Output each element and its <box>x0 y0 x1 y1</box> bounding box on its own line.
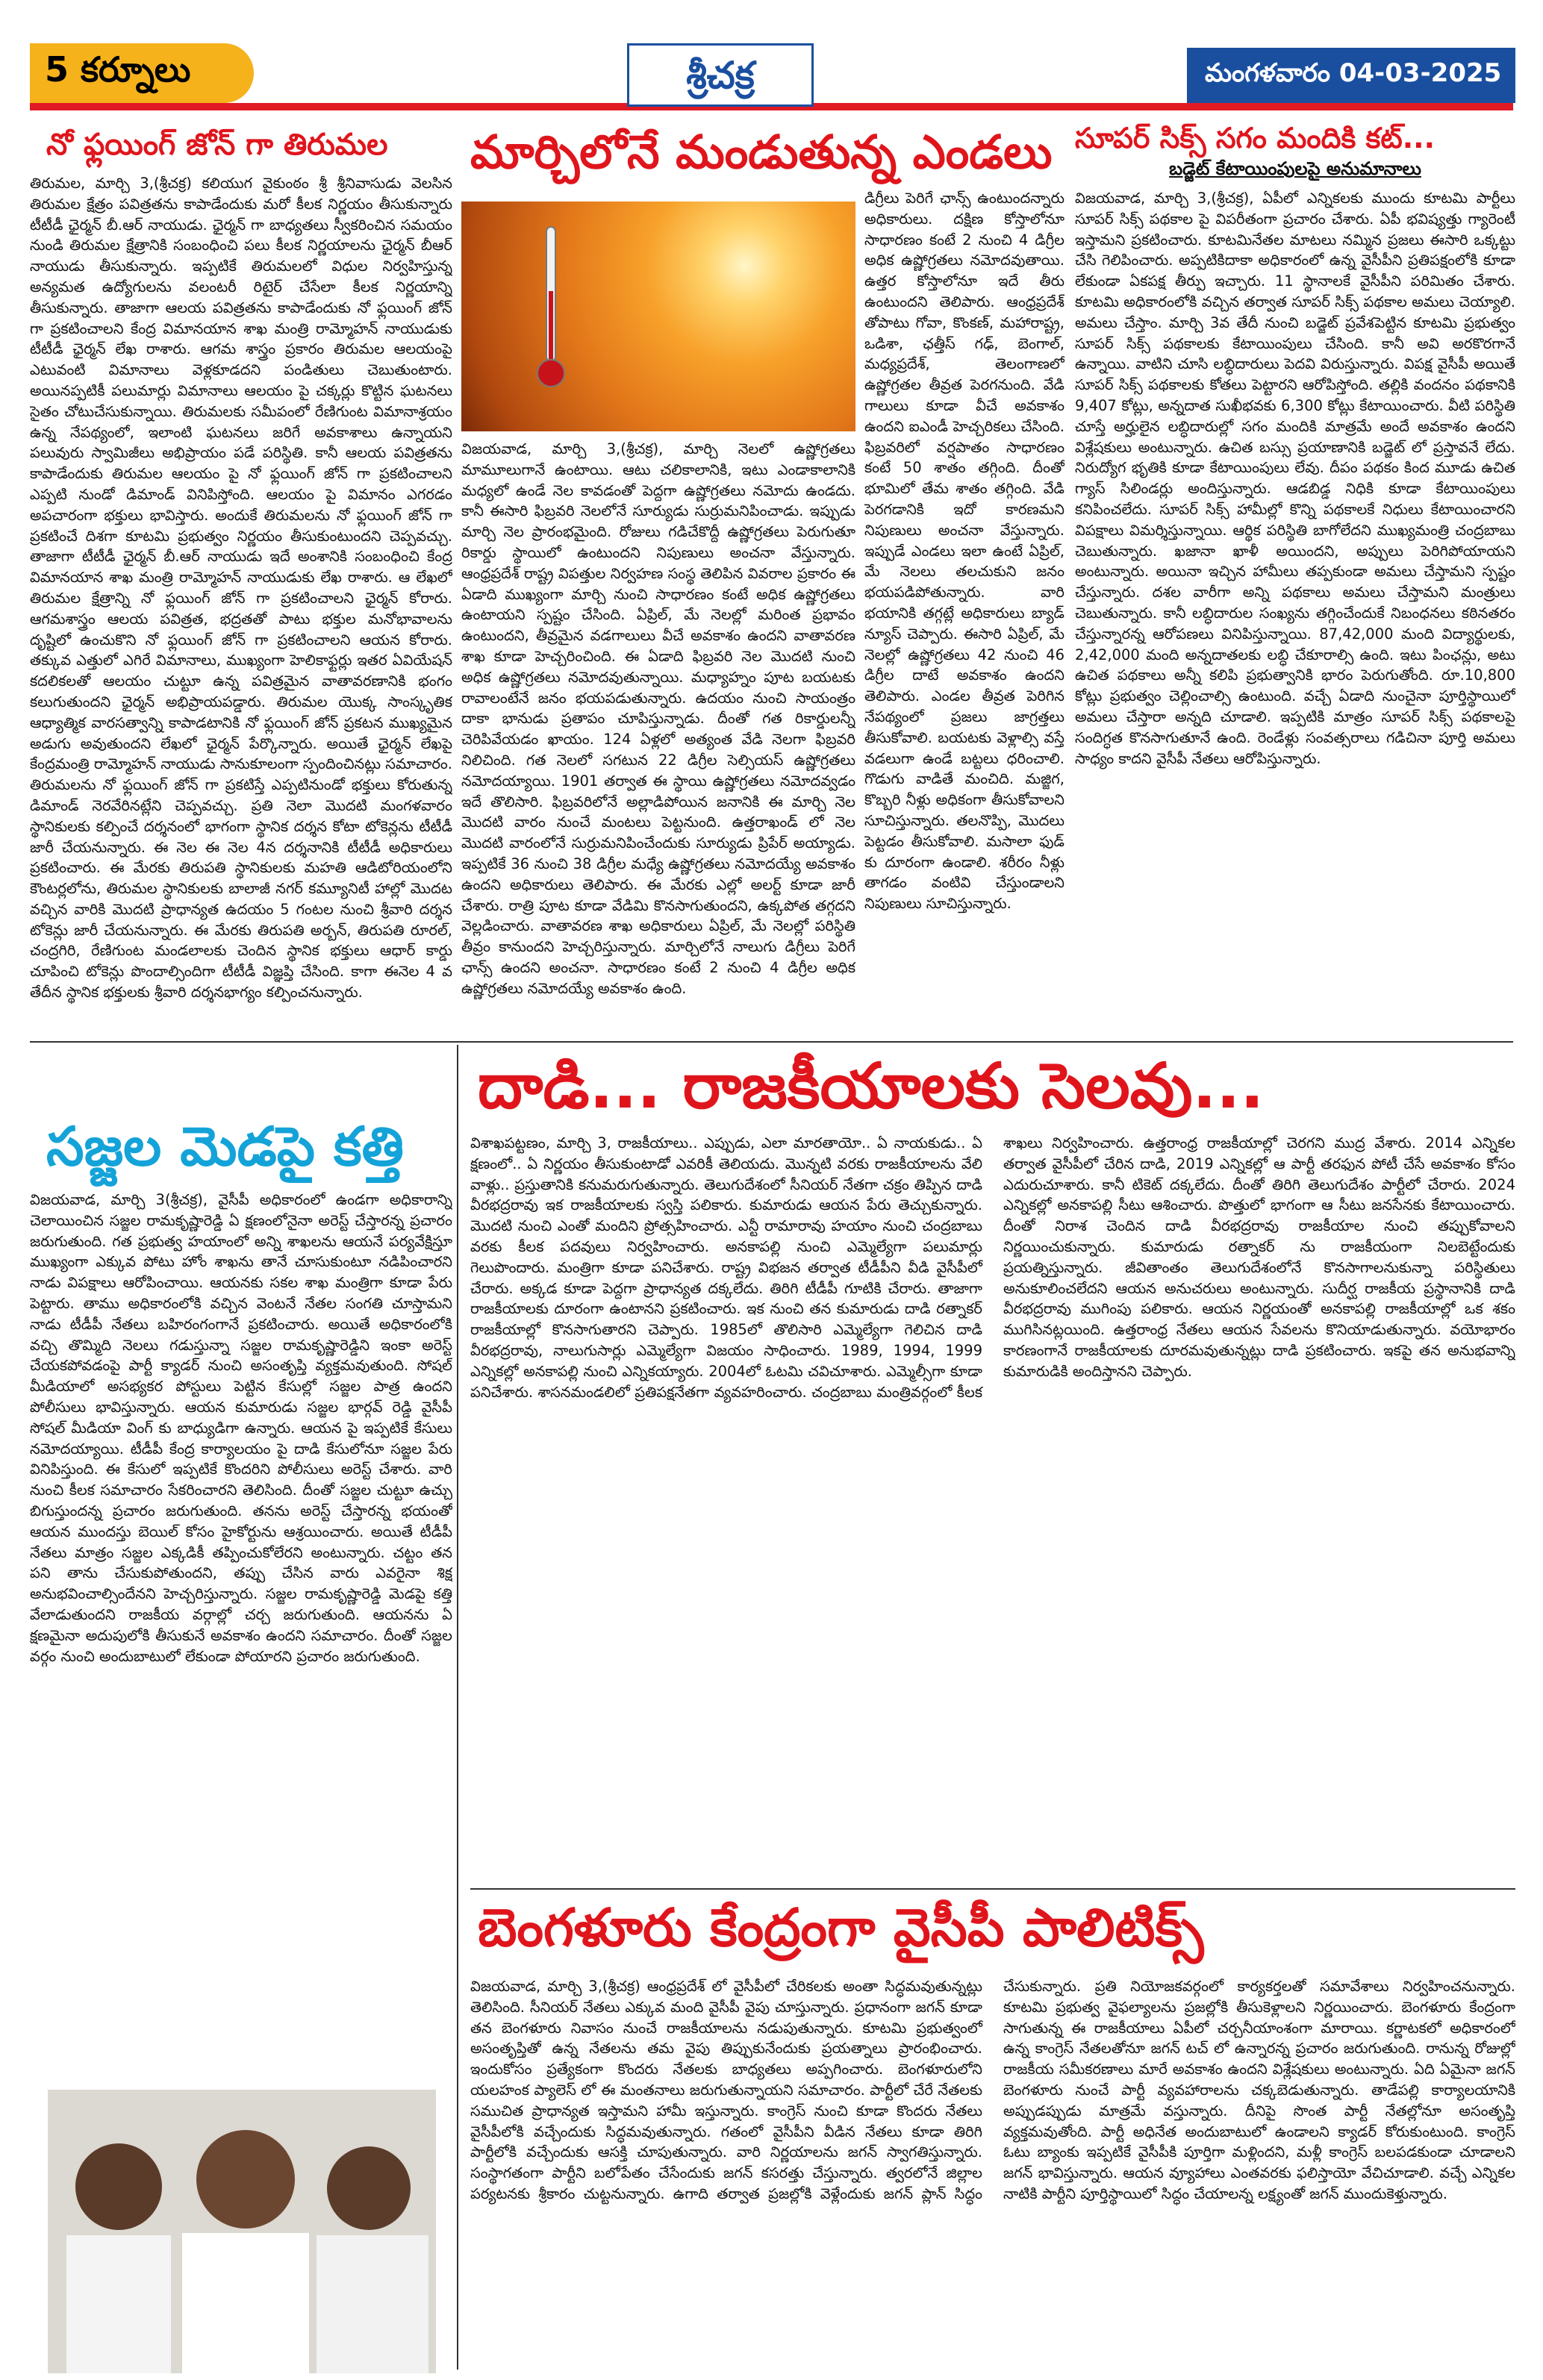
story4-photo <box>48 2090 436 2373</box>
story6-body: విజయవాడ, మార్చి 3,(శ్రీచక్ర) ఆంధ్రప్రదేశ్ లో వైసీపీలో చేరికలకు అంతా సిద్ధమవుతున్నట్లు తెలిసింది. సీనియర్ నేతలు ఎక్కువ మంది వైసీపీ వైపు చూస్తున్నారు. ప్రధానంగా జగన్ కూడా తన బెంగళూరు నివాసం నుంచే రాజకీయాలను నడుపుతున్నారు. కూటమి ప్రభుత్వంలో అసంతృప్తితో ఉన్న నేతలను తమ వైపు తిప్పుకునేందుకు ప్రయత్నాలు ప్రారంభించారు. ఇందుకోసం ప్రత్యేకంగా కొందరు నేతలకు బాధ్యతలు అప్పగించారు. బెంగళూరులోని యలహంక ప్యాలెస్ లో ఈ మంతనాలు జరుగుతున్నాయని సమాచారం. పార్టీలో చేరే నేతలకు సముచిత ప్రాధాన్యత ఇస్తామని హామీ ఇస్తున్నారు. కాంగ్రెస్ నుంచి కూడా కొందరు నేతలు వైసీపీలోకి వచ్చేందుకు సిద్ధమవుతున్నారు. గతంలో వైసీపీని వీడిన నేతలు కూడా తిరిగి పార్టీలోకి వచ్చేందుకు ఆసక్తి చూపుతున్నారు. వారి నిర్ణయాలను జగన్ స్వాగతిస్తున్నారు. సంస్థాగతంగా పార్టీని బలోపేతం చేసేందుకు జగన్ కసరత్తు చేస్తున్నారు. త్వరలోనే జిల్లాల పర్యటనకు శ్రీకారం చుట్టనున్నారు. ఉగాది తర్వాత ప్రజల్లోకి వెళ్లేందుకు జగన్ ప్లాన్ సిద్ధం చేసుకున్నారు. ప్రతి నియోజకవర్గంలో కార్యకర్తలతో సమావేశాలు నిర్వహించనున్నారు. కూటమి ప్రభుత్వ వైఫల్యాలను ప్రజల్లోకి తీసుకెళ్లాలని నిర్ణయించారు. బెంగళూరు కేంద్రంగా సాగుతున్న ఈ రాజకీయాలు ఏపీలో చర్చనీయాంశంగా మారాయి. కర్ణాటకలో అధికారంలో ఉన్న కాంగ్రెస్ నేతలతోనూ జగన్ టచ్ లో ఉన్నారన్న ప్రచారం జరుగుతుంది. రానున్న రోజుల్లో రాజకీయ సమీకరణాలు మారే అవకాశం ఉందని విశ్లేషకులు అంటున్నారు. ఏది ఏమైనా జగన్ బెంగళూరు నుంచే పార్టీ వ్యవహారాలను చక్కబెడుతున్నారు. తాడేపల్లి కార్యాలయానికి అప్పుడప్పుడు మాత్రమే వస్తున్నారు. దీనిపై సొంత పార్టీ నేతల్లోనూ అసంతృప్తి వ్యక్తమవుతోంది. పార్టీ అధినేత అందుబాటులో ఉండాలని క్యాడర్ కోరుకుంటుంది. కాంగ్రెస్ ఓటు బ్యాంకు ఇప్పటికే వైసీపీకి పూర్తిగా మళ్లిందని, మళ్లీ కాంగ్రెస్ బలపడకుండా చూడాలని జగన్ భావిస్తున్నారు. ఆయన వ్యూహాలు ఎంతవరకు ఫలిస్తాయో వేచిచూడాలి. వచ్చే ఎన్నికల నాటికి పార్టీని పూర్తిస్థాయిలో సిద్ధం చేయాలన్న లక్ష్యంతో జగన్ ముందుకెళ్తున్నారు. <box>470 1978 1515 2202</box>
story1-body: తిరుమల, మార్చి 3,(శ్రీచక్ర) కలియుగ వైకుంఠం శ్రీ శ్రీనివాసుడు వెలసిన తిరుమల క్షేత్రం పవిత్రతను కాపాడేందుకు మరో కీలక నిర్ణయం తీసుకున్నారు టీటీడీ ఛైర్మన్ బీ.ఆర్ నాయుడు. ఛైర్మన్ గా బాధ్యతలు స్వీకరించిన సమయం నుండి తిరుమల క్షేత్రానికి సంబంధించి పలు కీలక నిర్ణయాలను ఛైర్మన్ బీఆర్ నాయుడు తీసుకున్నారు. ఇప్పటికే తిరుమలలో విధుల నిర్వహిస్తున్న అన్యమత ఉద్యోగులను వలంటరీ రిటైర్ చేసేలా కీలక నిర్ణయాన్ని తీసుకున్నారు. తాజాగా ఆలయ పవిత్రతను కాపాడేందుకు నో ఫ్లయింగ్ జోన్ గా ప్రకటించాలని కేంద్ర విమానయాన శాఖ మంత్రి రామ్మోహన్ నాయుడుకు టీటీడీ ఛైర్మన్ లేఖ రాశారు. ఆగమ శాస్త్రం ప్రకారం తిరుమల ఆలయంపై ఎటువంటి విమానాలు వెళ్లకూడదని పండితులు చెబుతుంటారు. అయినప్పటికీ పలుమార్లు విమానాలు ఆలయం పై చక్కర్లు కొట్టిన ఘటనలు సైతం చోటుచేసుకున్నాయి. తిరుమలకు సమీపంలో రేణిగుంట విమానాశ్రయం ఉన్న నేపథ్యంలో, ఇలాంటి ఘటనలు జరిగే అవకాశాలు ఉన్నాయని పలువురు స్వామిజీలు అభిప్రాయం పడే పరిస్థితి. కానీ ఆలయ పవిత్రతను కాపాడేందుకు తిరుమల ఆలయం పై నో ఫ్లయింగ్ జోన్ గా ప్రకటించాలని ఎప్పటి నుండో డిమాండ్ వినిపిస్తోంది. ఆలయం పై విమానం ఎగరడం అపచారంగా భక్తులు భావిస్తారు. అందుకే తిరుమలను నో ఫ్లయింగ్ జోన్ గా ప్రకటించే దిశగా కూటమి ప్రభుత్వం నిర్ణయం తీసుకుంటుందని చెప్పవచ్చు. తాజాగా టీటీడీ ఛైర్మన్ బీ.ఆర్ నాయుడు ఇదే అంశానికి సంబంధించి కేంద్ర విమానయాన శాఖ మంత్రి రామ్మోహన్ నాయుడుకు లేఖ రాశారు. ఆ లేఖలో తిరుమల క్షేత్రాన్ని నో ఫ్లయింగ్ జోన్ గా ప్రకటించాలని ఛైర్మన్ కోరారు. ఆగమశాస్త్రం ఆలయ పవిత్రత, భద్రతతో పాటు భక్తుల మనోభావాలను దృష్టిలో ఉంచుకొని నో ఫ్లయింగ్ జోన్ గా ప్రకటించాలని ఆయన కోరారు. తక్కువ ఎత్తులో ఎగిరే విమానాలు, ముఖ్యంగా హెలికాఫ్టర్లు ఇతర ఏవియేషన్ కదలికలతో ఆలయం చుట్టూ ఉన్న పవిత్రమైన వాతావరణానికి భంగం కలుగుతుందని ఛైర్మన్ అభిప్రాయపడ్డారు. తిరుమల యొక్క సాంస్కృతిక ఆధ్యాత్మిక వారసత్వాన్ని కాపాడటానికి నో ఫ్లయింగ్ జోన్ ప్రకటన ముఖ్యమైన అడుగు అవుతుందని లేఖలో ఛైర్మన్ పేర్కొన్నారు. అయితే ఛైర్మన్ లేఖపై కేంద్రమంత్రి రామ్మోహన్ నాయుడు సానుకూలంగా స్పందించినట్లు సమాచారం. తిరుమలను నో ఫ్లయింగ్ జోన్ గా ప్రకటిస్తే ఎప్పటినుండో భక్తులు కోరుతున్న డిమాండ్ నెరవేరినట్లేని చెప్పవచ్చు. ప్రతి నెలా మొదటి మంగళవారం స్థానికులకు కల్పించే దర్శనంలో భాగంగా స్థానిక దర్శన కోటా టోకెన్లను టీటీడీ జారీ చేయనున్నారు. ఈ నెల ఈ నెల 4న దర్శనానికి టీటీడీ అధికారులు ప్రకటించారు. ఈ మేరకు తిరుపతి స్థానికులకు మహతి ఆడిటోరియంలోని కౌంటర్లలోను, తిరుమల స్థానికులకు బాలాజీ నగర్ కమ్యూనిటీ హాల్లో మొదట వచ్చిన వారికి మొదటి ప్రాధాన్యత ఉదయం 5 గంటల నుంచి శ్రీవారి దర్శన టోకెన్లు జారీ చేయనున్నారు. ఈ మేరకు తిరుపతి అర్బన్, తిరుపతి రూరల్, చంద్రగిరి, రేణిగుంట మండలాలకు చెందిన స్థానిక భక్తులు ఆధార్ కార్డు చూపించి టోకెన్లు పొందాల్సిందిగా టీటీడీ విజ్ఞప్తి చేసింది. కాగా ఈనెల 4 వ తేదీన స్థానిక భక్తులకు శ్రీవారి దర్శనభాగ్యం కల్పించనున్నారు. <box>30 175 452 1002</box>
story4-headline: సజ్జల మెడపై కత్తి <box>46 1115 404 1178</box>
horizontal-divider <box>30 1041 1513 1043</box>
story3-body: విజయవాడ, మార్చి 3,(శ్రీచక్ర), ఏపీలో ఎన్నికలకు ముందు కూటమి పార్టీలు సూపర్ సిక్స్ పథకాల పై విపరీతంగా ప్రచారం చేశారు. ఏపీ భవిష్యత్తు గ్యారెంటీ ఇస్తామని ప్రకటించారు. కూటమినేతల మాటలు నమ్మిన ప్రజలు ఈసారి ఒక్కట్టు చేసి గెలిపించారు. అప్పటికిదాకా అధికారంలో ఉన్న వైసీపీని ప్రతిపక్షంలోకి కూడా లేకుండా ఏకపక్ష తీర్పు ఇచ్చారు. 11 స్థానాలకే వైసీపీని పరిమితం చేశారు. కూటమి అధికారంలోకి వచ్చిన తర్వాత సూపర్ సిక్స్ పథకాల అమలు చెయ్యాలి. అమలు చేస్తాం. మార్చి 3వ తేదీ నుంచి బడ్జెట్ ప్రవేశపెట్టిన కూటమి ప్రభుత్వం సూపర్ సిక్స్ పథకాలకు కేటాయింపులు చేసింది. కానీ అవి అరకొరగానే ఉన్నాయి. వాటిని చూసి లబ్ధిదారులు పెదవి విరుస్తున్నారు. విపక్ష వైసీపీ అయితే సూపర్ సిక్స్ పథకాలకు కోతలు పెట్టారని ఆరోపిస్తోంది. తల్లికి వందనం పథకానికి 9,407 కోట్లు, అన్నదాత సుఖీభవకు 6,300 కోట్లు కేటాయించారు. వీటి పరిస్థితి చూస్తే అర్హులైన లబ్ధిదారుల్లో సగం మందికి మాత్రమే అందే అవకాశం ఉందని విశ్లేషకులు అంటున్నారు. ఉచిత బస్సు ప్రయాణానికి బడ్జెట్ లో ప్రస్తావనే లేదు. నిరుద్యోగ భృతికి కూడా కేటాయింపులు లేవు. దీపం పథకం కింద మూడు ఉచిత గ్యాస్ సిలిండర్లు అందిస్తున్నారు. ఆడబిడ్డ నిధికి కూడా కేటాయింపులు కనిపించలేదు. సూపర్ సిక్స్ హామీల్లో కొన్ని పథకాలకే నిధులు కేటాయించారని విపక్షాలు విమర్శిస్తున్నాయి. ఆర్థిక పరిస్థితి బాగోలేదని ముఖ్యమంత్రి చంద్రబాబు చెబుతున్నారు. ఖజానా ఖాళీ అయిందని, అప్పులు పెరిగిపోయాయని అంటున్నారు. అయినా ఇచ్చిన హామీలు తప్పకుండా అమలు చేస్తామని స్పష్టం చేస్తున్నారు. దశల వారీగా అన్ని పథకాలు అమలు చేస్తామని మంత్రులు చెబుతున్నారు. కానీ లబ్ధిదారుల సంఖ్యను తగ్గించేందుకే నిబంధనలు కఠినతరం చేస్తున్నారన్న ఆరోపణలు వినిపిస్తున్నాయి. 87,42,000 మంది విద్యార్థులకు, 2,42,000 మంది అన్నదాతలకు లబ్ధి చేకూరాల్సి ఉంది. ఇటు పింఛన్లు, అటు ఉచిత పథకాలు అన్నీ కలిపి ప్రభుత్వానికి భారం పెరుగుతోంది. రూ.10,800 కోట్లు ప్రభుత్వం చెల్లించాల్సి ఉంటుంది. వచ్చే ఏడాది నుంచైనా పూర్తిస్థాయిలో అమలు చేస్తారా అన్నది చూడాలి. ఇప్పటికి మాత్రం సూపర్ సిక్స్ పథకాలపై సందిగ్ధత కొనసాగుతూనే ఉంది. రెండేళ్లు సంవత్సరాలు గడిచినా పూర్తి అమలు సాధ్యం కాదని వైసీపీ నేతలు ఆరోపిస్తున్నారు. <box>1075 190 1515 767</box>
column-divider <box>457 1045 458 2370</box>
heatwave-photo <box>461 202 855 431</box>
horizontal-divider <box>470 1888 1515 1890</box>
story5-headline: దాడి... రాజకీయాలకు సెలవు... <box>478 1049 1265 1122</box>
story2-headline: మార్చిలోనే మండుతున్న ఎండలు <box>470 125 1053 179</box>
story2-body-left: విజయవాడ, మార్చి 3,(శ్రీచక్ర), మార్చి నెలలో ఉష్ణోగ్రతలు మామూలుగానే ఉంటాయి. ఆటు చలికాలానికి, ఇటు ఎండాకాలానికి మధ్యలో ఉండే నెల కావడంతో పెద్దగా ఉష్ణోగ్రతలు నమోదు ఉండదు. కానీ ఈసారి ఫిబ్రవరి నెలలోనే సూర్యుడు సుర్రుమనిపించాడు. ఇప్పుడు మార్చి నెల ప్రారంభమైంది. రోజులు గడిచేకొద్దీ ఉష్ణోగ్రతలు పెరుగుతూ రికార్డు స్థాయిలో ఉంటుందని నిపుణులు అంచనా వేస్తున్నారు. ఆంధ్రప్రదేశ్ రాష్ట్ర విపత్తుల నిర్వహణ సంస్థ తెలిపిన వివరాల ప్రకారం ఈ ఏడాది ముఖ్యంగా మార్చి నుంచి సాధారణం కంటే అధిక ఉష్ణోగ్రతలు ఉంటాయని స్పష్టం చేసింది. ఏప్రిల్, మే నెలల్లో మరింత ప్రభావం ఉంటుందని, తీవ్రమైన వడగాలులు వీచే అవకాశం ఉందని వాతావరణ శాఖ కూడా హెచ్చరించింది. ఈ ఏడాది ఫిబ్రవరి నెల మొదటి నుంచి అధిక ఉష్ణోగ్రతలు నమోదవుతున్నాయి. మధ్యాహ్నం పూట బయటకు రావాలంటేనే జనం భయపడుతున్నారు. ఉదయం నుంచి సాయంత్రం దాకా భానుడు ప్రతాపం చూపిస్తున్నాడు. దీంతో గత రికార్డులన్నీ చెరిపివేయడం ఖాయం. 124 ఏళ్లలో అత్యంత వేడి నెలగా ఫిబ్రవరి నిలిచింది. గత నెలలో సగటున 22 డిగ్రీల సెల్సియస్ ఉష్ణోగ్రతలు నమోదయ్యాయి. 1901 తర్వాత ఈ స్థాయి ఉష్ణోగ్రతలు నమోదవ్వడం ఇదే తొలిసారి. ఫిబ్రవరిలోనే అల్లాడిపోయిన జనానికి ఈ మార్చి నెల మొదటి వారం నుంచే మంటలు పెట్టనుంది. ఉత్తరాఖండ్ లో నెల మొదటి వారంలోనే సుర్రుమనిపించేందుకు సూర్యుడు ప్రిపేర్ అయ్యాడు. ఇప్పటికే 36 నుంచి 38 డిగ్రీల మధ్యే ఉష్ణోగ్రతలు నమోదయ్యే అవకాశం ఉందని అధికారులు తెలిపారు. ఈ మేరకు ఎల్లో అలర్ట్ కూడా జారీ చేశారు. రాత్రి పూట కూడా వేడిమి కొనసాగుతుందని, ఉక్కపోత తగ్గదని వెల్లడించారు. వాతావరణ శాఖ అధికారులు ఏప్రిల్, మే నెలల్లో పరిస్థితి తీవ్రం కానుందని హెచ్చరిస్తున్నారు. మార్చిలోనే నాలుగు డిగ్రీలు పెరిగే ఛాన్స్ ఉందని అంచనా. సాధారణం కంటే 2 నుంచి 4 డిగ్రీల అధిక ఉష్ణోగ్రతలు నమోదయ్యే అవకాశం ఉంది. <box>461 440 855 997</box>
thermometer-icon <box>536 224 566 396</box>
story5-body: విశాఖపట్టణం, మార్చి 3, రాజకీయాలు.. ఎప్పుడు, ఎలా మారతాయో.. ఏ నాయకుడు.. ఏ క్షణంలో.. ఏ నిర్ణయం తీసుకుంటాడో ఎవరికీ తెలియదు. మొన్నటి వరకు రాజకీయాలను వేలి వాళ్లు.. ప్రస్తుతానికి కనుమరుగుతున్నారు. తెలుగుదేశంలో సీనియర్ నేతగా చక్రం తిప్పిన దాడి వీరభద్రరావు ఇక రాజకీయాలకు స్వస్తి పలికారు. కుమారుడు ఆయన పేరు తెచ్చుకున్నారు. మొదటి నుంచి ఎంతో మందిని ప్రోత్సహించారు. ఎన్టీ రామారావు హయాం నుంచి చంద్రబాబు వరకు కీలక పదవులు నిర్వహించారు. అనకాపల్లి నుంచి ఎమ్మెల్యేగా పలుమార్లు గెలుపొందారు. మంత్రిగా కూడా పనిచేశారు. రాష్ట్ర విభజన తర్వాత టీడీపీని వీడి వైసీపీలో చేరారు. అక్కడ కూడా పెద్దగా ప్రాధాన్యత దక్కలేదు. తిరిగి టీడీపీ గూటికి చేరారు. తాజాగా రాజకీయాలకు దూరంగా ఉంటానని ప్రకటించారు. ఇక నుంచి తన కుమారుడు దాడి రత్నాకర్ రాజకీయాల్లో కొనసాగుతారని చెప్పారు. 1985లో తొలిసారి ఎమ్మెల్యేగా గెలిచిన దాడి వీరభద్రరావు, నాలుగుసార్లు ఎమ్మెల్యేగా విజయం సాధించారు. 1989, 1994, 1999 ఎన్నికల్లో అనకాపల్లి నుంచి ఎన్నికయ్యారు. 2004లో ఓటమి చవిచూశారు. ఎమ్మెల్సీగా కూడా పనిచేశారు. శాసనమండలిలో ప్రతిపక్షనేతగా వ్యవహరించారు. చంద్రబాబు మంత్రివర్గంలో కీలక శాఖలు నిర్వహించారు. ఉత్తరాంధ్ర రాజకీయాల్లో చెరగని ముద్ర వేశారు. 2014 ఎన్నికల తర్వాత వైసీపీలో చేరిన దాడి, 2019 ఎన్నికల్లో ఆ పార్టీ తరఫున పోటీ చేసే అవకాశం కోసం ఎదురుచూశారు. కానీ టికెట్ దక్కలేదు. దీంతో తిరిగి తెలుగుదేశం పార్టీలో చేరారు. 2024 ఎన్నికల్లో అనకాపల్లి సీటు ఆశించారు. పొత్తులో భాగంగా ఆ సీటు జనసేనకు కేటాయించారు. దీంతో నిరాశ చెందిన దాడి వీరభద్రరావు రాజకీయాల నుంచి తప్పుకోవాలని నిర్ణయించుకున్నారు. కుమారుడు రత్నాకర్ ను రాజకీయంగా నిలబెట్టేందుకు ప్రయత్నిస్తున్నారు. జీవితాంతం తెలుగుదేశంలోనే కొనసాగాలనుకున్నా పరిస్థితులు అనుకూలించలేదని ఆయన అనుచరులు అంటున్నారు. సుదీర్ఘ రాజకీయ ప్రస్థానానికి దాడి వీరభద్రరావు ముగింపు పలికారు. ఆయన నిర్ణయంతో అనకాపల్లి రాజకీయాల్లో ఒక శకం ముగిసినట్లయింది. ఉత్తరాంధ్ర నేతలు ఆయన సేవలను కొనియాడుతున్నారు. వయోభారం కారణంగానే రాజకీయాలకు దూరమవుతున్నట్లు దాడి ప్రకటించారు. ఇకపై తన అనుభవాన్ని కుమారుడికి అందిస్తానని చెప్పారు. <box>470 1134 1515 1401</box>
page-section-label: 5 కర్నూలు <box>30 43 254 103</box>
story3-headline: సూపర్ సిక్స్ సగం మందికి కట్... <box>1075 122 1436 154</box>
politicians-photo-icon <box>48 2090 436 2373</box>
story1-headline: నో ఫ్లయింగ్ జోన్ గా తిరుమల <box>46 128 388 162</box>
issue-date: మంగళవారం 04-03-2025 <box>1187 48 1515 103</box>
newspaper-logo: శ్రీచక్ర <box>627 43 814 107</box>
story4-body: విజయవాడ, మార్చి 3(శ్రీచక్ర), వైసీపీ అధికారంలో ఉండగా అధికారాన్ని చెలాయించిన సజ్జల రామకృష్ణారెడ్డి ఏ క్షణంలోనైనా అరెస్ట్ చేస్తారన్న ప్రచారం జరుగుతుంది. గత ప్రభుత్వ హయాంలో అన్ని శాఖలను ఆయనే పర్యవేక్షిస్తూ ముఖ్యంగా ఎక్కువ పోటు హోం శాఖను తానే చూసుకుంటూ నడిపించారని నాడు విపక్షాలు ఆరోపించాయి. ఆయనకు సకల శాఖ మంత్రిగా కూడా పేరు పెట్టారు. తాము అధికారంలోకి వచ్చిన వెంటనే నేతల సంగతి చూస్తామని నాడు టీడీపీ నేతలు బహిరంగంగానే ప్రకటించారు. అయితే అధికారంలోకి వచ్చి తొమ్మిది నెలలు గడుస్తున్నా సజ్జల రామకృష్ణారెడ్డిని ఇంకా అరెస్ట్ చేయకపోవడంపై పార్టీ క్యాడర్ నుంచి అసంతృప్తి వ్యక్తమవుతుంది. సోషల్ మీడియాలో అసభ్యకర పోస్టులు పెట్టిన కేసుల్లో సజ్జల పాత్ర ఉందని పోలీసులు భావిస్తున్నారు. ఆయన కుమారుడు సజ్జల భార్గవ్ రెడ్డి వైసీపీ సోషల్ మీడియా వింగ్ కు బాధ్యుడిగా ఉన్నారు. ఆయన పై ఇప్పటికే కేసులు నమోదయ్యాయి. టీడీపీ కేంద్ర కార్యాలయం పై దాడి కేసులోనూ సజ్జల పేరు వినిపిస్తుంది. ఈ కేసులో ఇప్పటికే కొందరిని పోలీసులు అరెస్ట్ చేశారు. వారి నుంచి కీలక సమాచారం సేకరించారని తెలిసింది. దీంతో సజ్జల చుట్టూ ఉచ్చు బిగుస్తుందన్న ప్రచారం జరుగుతుంది. తనను అరెస్ట్ చేస్తారన్న భయంతో ఆయన ముందస్తు బెయిల్ కోసం హైకోర్టును ఆశ్రయించారు. అయితే టీడీపీ నేతలు మాత్రం సజ్జల ఎక్కడికీ తప్పించుకోలేరని అంటున్నారు. చట్టం తన పని తాను చేసుకుపోతుందని, తప్పు చేసిన వారు ఎవరైనా శిక్ష అనుభవించాల్సిందేనని హెచ్చరిస్తున్నారు. సజ్జల రామకృష్ణారెడ్డి మెడపై కత్తి వేలాడుతుందని రాజకీయ వర్గాల్లో చర్చ జరుగుతుంది. ఆయనను ఏ క్షణమైనా అదుపులోకి తీసుకునే అవకాశం ఉందని సమాచారం. దీంతో సజ్జల వర్గం నుంచి అందుబాటులో లేకుండా పోయారని ప్రచారం జరుగుతుంది. <box>30 1191 452 1665</box>
story3-subhead: బడ్జెట్ కేటాయింపులపై అనుమానాలు <box>1169 158 1421 179</box>
story6-headline: బెంగళూరు కేంద్రంగా వైసీపీ పాలిటిక్స్ <box>478 1897 1204 1958</box>
story2-body-right: డిగ్రీలు పెరిగే ఛాన్స్ ఉంటుందన్నారు అధికారులు. దక్షిణ కోస్తాలోనూ సాధారణం కంటే 2 నుంచి 4 డిగ్రీల అధిక ఉష్ణోగ్రతలు నమోదవుతాయి. ఉత్తర కోస్తాలోనూ ఇదే తీరు ఉంటుందని తెలిపారు. ఆంధ్రప్రదేశ్ తోపాటు గోవా, కొంకణ్, మహారాష్ట్ర, ఒడిశా, ఛత్తీస్ గఢ్, బెంగాల్, మధ్యప్రదేశ్, తెలంగాణలో ఉష్ణోగ్రతల తీవ్రత పెరగనుంది. వేడి గాలులు కూడా వీచే అవకాశం ఉందని ఐఎండీ హెచ్చరికలు చేసింది. ఫిబ్రవరిలో వర్షపాతం సాధారణం కంటే 50 శాతం తగ్గింది. దీంతో భూమిలో తేమ శాతం తగ్గింది. వేడి పెరగడానికి ఇదో కారణమని నిపుణులు అంచనా వేస్తున్నారు. ఇప్పుడే ఎండలు ఇలా ఉంటే ఏప్రిల్, మే నెలలు తలచుకుని జనం భయపడిపోతున్నారు. వారి భయానికి తగ్గట్లే అధికారులు బ్యాడ్ న్యూస్ చెప్పారు. ఈసారి ఏప్రిల్, మే నెలల్లో ఉష్ణోగ్రతలు 42 నుంచి 46 డిగ్రీల దాటే అవకాశం ఉందని తెలిపారు. ఎండల తీవ్రత పెరిగిన నేపథ్యంలో ప్రజలు జాగ్రత్తలు తీసుకోవాలి. బయటకు వెళ్లాల్సి వస్తే వడలుగా ఉండే బట్టలు ధరించాలి. గొడుగు వాడితే మంచిది. మజ్జిగ, కొబ్బరి నీళ్లు అధికంగా తీసుకోవాలని సూచిస్తున్నారు. తలనొప్పి, మొదలు పెట్టడం తీసుకోవాలి. మసాలా ఫుడ్ కు దూరంగా ఉండాలి. శరీరం నీళ్లు తాగడం వంటివి చేస్తుండాలని నిపుణులు సూచిస్తున్నారు. <box>864 190 1064 913</box>
